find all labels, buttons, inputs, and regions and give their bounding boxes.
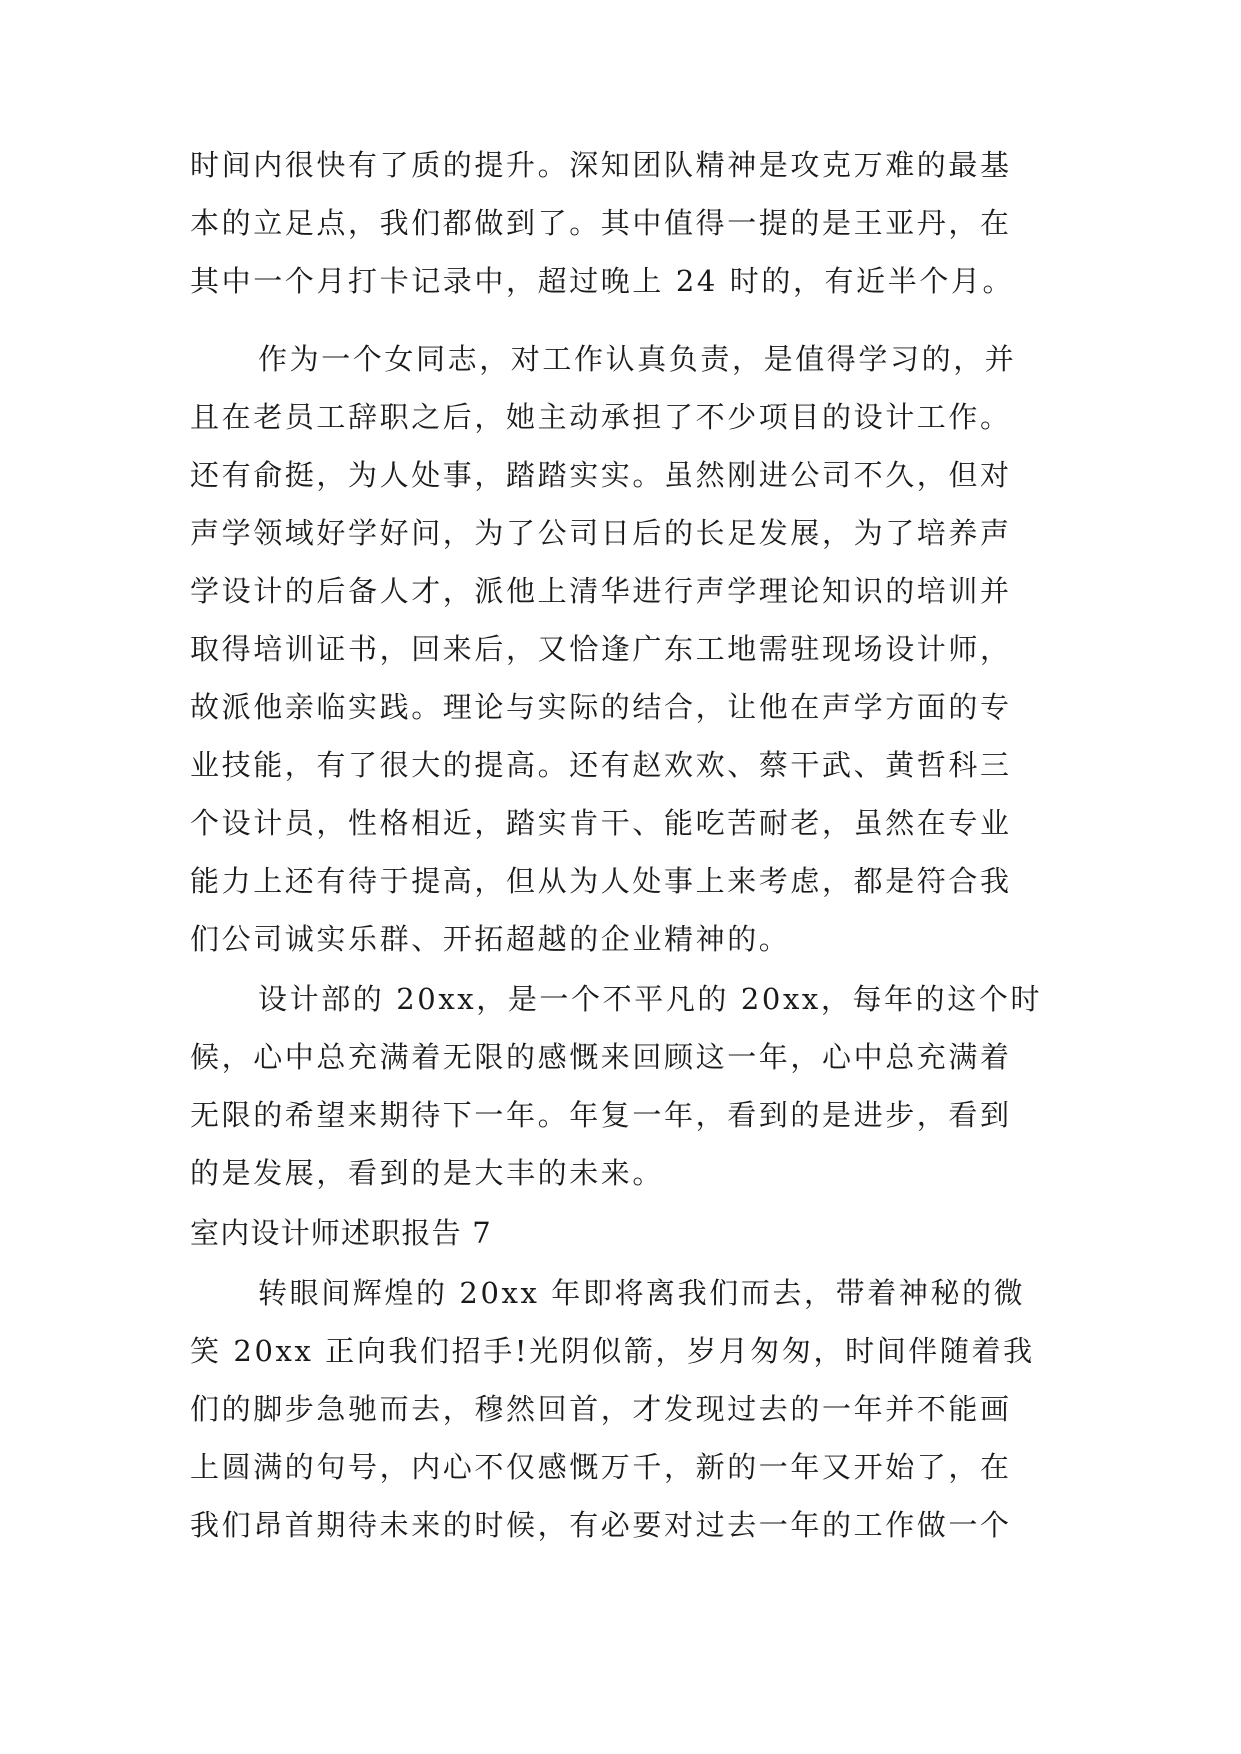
paragraph-line: 们的脚步急驰而去，穆然回首，才发现过去的一年并不能画 bbox=[190, 1392, 1012, 1426]
paragraph-line: 个设计员，性格相近，踏实肯干、能吃苦耐老，虽然在专业 bbox=[190, 806, 1012, 840]
paragraph-line: 作为一个女同志，对工作认真负责，是值得学习的，并 bbox=[258, 342, 1017, 376]
paragraph-line: 其中一个月打卡记录中，超过晚上 24 时的，有近半个月。 bbox=[190, 264, 1015, 298]
paragraph-line: 设计部的 20xx，是一个不平凡的 20xx，每年的这个时 bbox=[258, 982, 1043, 1016]
paragraph-line: 候，心中总充满着无限的感慨来回顾这一年，心中总充满着 bbox=[190, 1040, 1012, 1074]
paragraph-line: 转眼间辉煌的 20xx 年即将离我们而去，带着神秘的微 bbox=[258, 1276, 1026, 1310]
paragraph-line: 无限的希望来期待下一年。年复一年，看到的是进步，看到 bbox=[190, 1098, 1012, 1132]
section-heading: 室内设计师述职报告 7 bbox=[190, 1216, 492, 1250]
paragraph-line: 能力上还有待于提高，但从为人处事上来考虑，都是符合我 bbox=[190, 864, 1012, 898]
paragraph-line: 故派他亲临实践。理论与实际的结合，让他在声学方面的专 bbox=[190, 690, 1012, 724]
paragraph-line: 的是发展，看到的是大丰的未来。 bbox=[190, 1156, 665, 1190]
paragraph-line: 我们昂首期待未来的时候，有必要对过去一年的工作做一个 bbox=[190, 1508, 1012, 1542]
paragraph-line: 业技能，有了很大的提高。还有赵欢欢、蔡干武、黄哲科三 bbox=[190, 748, 1012, 782]
paragraph-line: 本的立足点，我们都做到了。其中值得一提的是王亚丹，在 bbox=[190, 206, 1012, 240]
paragraph-line: 取得培训证书，回来后，又恰逢广东工地需驻现场设计师， bbox=[190, 632, 1012, 666]
paragraph-line: 上圆满的句号，内心不仅感慨万千，新的一年又开始了，在 bbox=[190, 1450, 1012, 1484]
paragraph-line: 时间内很快有了质的提升。深知团队精神是攻克万难的最基 bbox=[190, 148, 1012, 182]
paragraph-line: 笑 20xx 正向我们招手!光阴似箭，岁月匆匆，时间伴随着我 bbox=[190, 1334, 1035, 1368]
paragraph-line: 们公司诚实乐群、开拓超越的企业精神的。 bbox=[190, 922, 791, 956]
paragraph-line: 且在老员工辞职之后，她主动承担了不少项目的设计工作。 bbox=[190, 400, 1012, 434]
paragraph-line: 学设计的后备人才，派他上清华进行声学理论知识的培训并 bbox=[190, 574, 1012, 608]
paragraph-line: 声学领域好学好问，为了公司日后的长足发展，为了培养声 bbox=[190, 516, 1012, 550]
paragraph-line: 还有俞挺，为人处事，踏踏实实。虽然刚进公司不久，但对 bbox=[190, 458, 1012, 492]
